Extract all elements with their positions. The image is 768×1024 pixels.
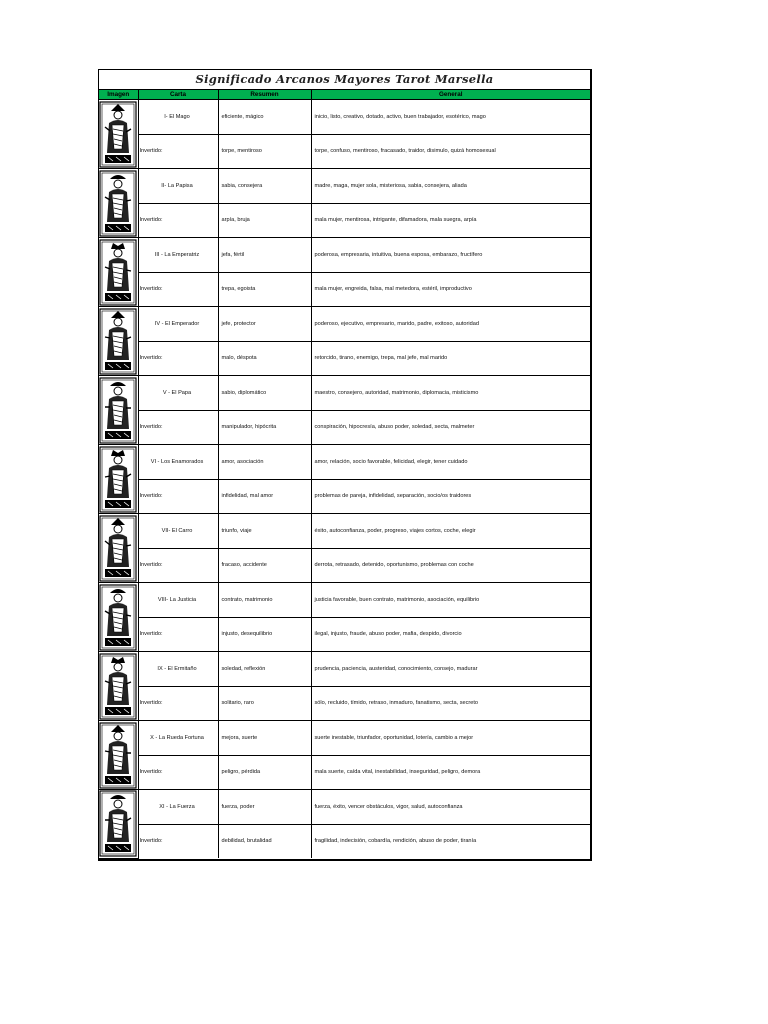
inverted-label: Invertido: [139, 217, 163, 224]
general-cell: problemas de pareja, infidelidad, separación, socio/os traidores [311, 479, 590, 514]
inverted-label: Invertido: [139, 562, 163, 569]
table-row [99, 272, 590, 307]
general-cell: poderoso, ejecutivo, empresario, marido, padre, exitoso, autoridad [311, 307, 590, 342]
resumen-cell: jefa, fértil [218, 238, 311, 273]
table-row [99, 169, 590, 204]
inverted-label: Invertido: [139, 700, 163, 707]
card-image-cell [99, 238, 138, 307]
general-cell: maestro, consejero, autoridad, matrimonio, diplomacia, misticismo [311, 376, 590, 411]
header-general: General [311, 90, 590, 100]
card-name: VI - Los Enamorados [150, 458, 204, 465]
resumen-cell: injusto, desequilibrio [218, 617, 311, 652]
header-carta: Carta [138, 90, 218, 100]
card-name: III - La Emperatriz [154, 251, 200, 258]
table-row [99, 479, 590, 514]
general-cell: amor, relación, socio favorable, felicidad, elegir, tener cuidado [311, 445, 590, 480]
table-row [99, 100, 590, 135]
resumen-cell: malo, déspota [218, 341, 311, 376]
general-cell: retorcido, tirano, enemigo, trepa, mal jefe, mal marido [311, 341, 590, 376]
carta-cell [138, 410, 218, 445]
carta-cell [138, 100, 218, 135]
wheel-of-fortune-card-icon [99, 722, 137, 789]
resumen-cell: amor, asociación [218, 445, 311, 480]
general-cell: fragilidad, indecisión, cobardía, rendición, abuso de poder, tiranía [311, 824, 590, 858]
carta-cell [138, 376, 218, 411]
card-name: VIII- La Justicia [157, 596, 197, 603]
table-row [99, 238, 590, 273]
table-row [99, 583, 590, 618]
general-cell: fuerza, éxito, vencer obstáculos, vigor, salud, autoconfianza [311, 790, 590, 825]
sheet-title: Significado Arcanos Mayores Tarot Marsella [99, 70, 590, 90]
resumen-cell: infidelidad, mal amor [218, 479, 311, 514]
card-name: VII- El Carro [161, 527, 193, 534]
carta-cell [138, 583, 218, 618]
carta-cell [138, 686, 218, 721]
table-row [99, 755, 590, 790]
general-cell: derrota, retrasado, detenido, oportunismo, problemas con coche [311, 548, 590, 583]
card-name: I- El Mago [164, 113, 190, 120]
carta-cell [138, 203, 218, 238]
carta-cell [138, 721, 218, 756]
table-row [99, 514, 590, 549]
carta-cell [138, 169, 218, 204]
high-priestess-card-icon [99, 170, 137, 237]
carta-cell [138, 514, 218, 549]
table-row [99, 721, 590, 756]
table-row [99, 445, 590, 480]
resumen-cell: jefe, protector [218, 307, 311, 342]
emperor-card-icon [99, 308, 137, 375]
general-cell: poderosa, empresaria, intuitiva, buena esposa, embarazo, fructífero [311, 238, 590, 273]
resumen-cell: soledad, reflexión [218, 652, 311, 687]
card-name: XI - La Fuerza [159, 803, 195, 810]
card-image-cell [99, 583, 138, 652]
table-row [99, 307, 590, 342]
table-row [99, 652, 590, 687]
general-cell: mala suerte, caída vital, inestabilidad, inseguridad, peligro, demora [311, 755, 590, 790]
header-resumen: Resumen [218, 90, 311, 100]
table-row [99, 824, 590, 858]
resumen-cell: fuerza, poder [218, 790, 311, 825]
resumen-cell: contrato, matrimonio [218, 583, 311, 618]
inverted-label: Invertido: [139, 769, 163, 776]
general-cell: suerte inestable, triunfador, oportunidad, lotería, cambio a mejor [311, 721, 590, 756]
general-cell: madre, maga, mujer sola, misteriosa, sabia, consejera, aliada [311, 169, 590, 204]
table-body [99, 100, 590, 859]
general-cell: justicia favorable, buen contrato, matrimonio, asociación, equilibrio [311, 583, 590, 618]
strength-card-icon [99, 790, 137, 857]
carta-cell [138, 755, 218, 790]
carta-cell [138, 548, 218, 583]
resumen-cell: mejora, suerte [218, 721, 311, 756]
lovers-card-icon [99, 446, 137, 513]
header-imagen: Imagen [99, 90, 138, 100]
table-row [99, 790, 590, 825]
general-cell: torpe, confuso, mentiroso, fracasado, traidor, disimulo, quizá homosexual [311, 134, 590, 169]
general-cell: mala mujer, engreida, falsa, mal metedora, estéril, improductivo [311, 272, 590, 307]
general-cell: conspiración, hipocresía, abuso poder, soledad, secta, malmeter [311, 410, 590, 445]
card-image-cell [99, 169, 138, 238]
table-row [99, 376, 590, 411]
resumen-cell: torpe, mentiroso [218, 134, 311, 169]
card-image-cell [99, 790, 138, 859]
resumen-cell: manipulador, hipócrita [218, 410, 311, 445]
resumen-cell: sabio, diplomático [218, 376, 311, 411]
resumen-cell: peligro, pérdida [218, 755, 311, 790]
card-name: II- La Papisa [161, 182, 193, 189]
card-image-cell [99, 721, 138, 790]
general-cell: inicio, listo, creativo, dotado, activo, buen trabajador, esotérico, mago [311, 100, 590, 135]
card-name: V - El Papa [162, 389, 192, 396]
card-image-cell [99, 652, 138, 721]
resumen-cell: trepa, egoista [218, 272, 311, 307]
inverted-label: Invertido: [139, 424, 163, 431]
table-row [99, 134, 590, 169]
table-row [99, 686, 590, 721]
tarot-table-sheet [98, 69, 592, 861]
pope-card-icon [99, 377, 137, 444]
inverted-label: Invertido: [139, 148, 163, 155]
card-image-cell [99, 100, 138, 169]
resumen-cell: triunfo, viaje [218, 514, 311, 549]
card-image-cell [99, 376, 138, 445]
card-image-cell [99, 514, 138, 583]
table-header-row [99, 90, 590, 100]
carta-cell [138, 238, 218, 273]
general-cell: prudencia, paciencia, austeridad, conocimiento, consejo, madurar [311, 652, 590, 687]
table-row [99, 341, 590, 376]
magician-card-icon [99, 101, 137, 168]
carta-cell [138, 824, 218, 858]
general-cell: sólo, recluido, tímido, retraso, inmaduro, fanatismo, secta, secreto [311, 686, 590, 721]
inverted-label: Invertido: [139, 631, 163, 638]
resumen-cell: eficiente, mágico [218, 100, 311, 135]
justice-card-icon [99, 584, 137, 651]
carta-cell [138, 307, 218, 342]
card-name: X - La Rueda Fortuna [150, 734, 204, 741]
carta-cell [138, 617, 218, 652]
table-row [99, 203, 590, 238]
card-image-cell [99, 445, 138, 514]
table-row [99, 617, 590, 652]
general-cell: mala mujer, mentirosa, intrigante, difamadora, mala suegra, arpía [311, 203, 590, 238]
carta-cell [138, 790, 218, 825]
general-cell: ilegal, injusto, fraude, abuso poder, mafia, despido, divorcio [311, 617, 590, 652]
inverted-label: Invertido: [139, 493, 163, 500]
card-image-cell [99, 307, 138, 376]
resumen-cell: arpía, bruja [218, 203, 311, 238]
carta-cell [138, 272, 218, 307]
table-row [99, 410, 590, 445]
carta-cell [138, 479, 218, 514]
card-name: IX - El Ermitaño [157, 665, 197, 672]
carta-cell [138, 134, 218, 169]
card-name: IV - El Emperador [154, 320, 200, 327]
resumen-cell: debilidad, brutalidad [218, 824, 311, 858]
resumen-cell: fracaso, accidente [218, 548, 311, 583]
chariot-card-icon [99, 515, 137, 582]
inverted-label: Invertido: [139, 355, 163, 362]
carta-cell [138, 652, 218, 687]
tarot-table [99, 90, 590, 859]
table-row [99, 548, 590, 583]
inverted-label: Invertido: [139, 286, 163, 293]
resumen-cell: sabia, consejera [218, 169, 311, 204]
empress-card-icon [99, 239, 137, 306]
resumen-cell: solitario, raro [218, 686, 311, 721]
carta-cell [138, 341, 218, 376]
general-cell: éxito, autoconfianza, poder, progreso, viajes cortos, coche, elegir [311, 514, 590, 549]
carta-cell [138, 445, 218, 480]
inverted-label: Invertido: [139, 838, 163, 845]
hermit-card-icon [99, 653, 137, 720]
